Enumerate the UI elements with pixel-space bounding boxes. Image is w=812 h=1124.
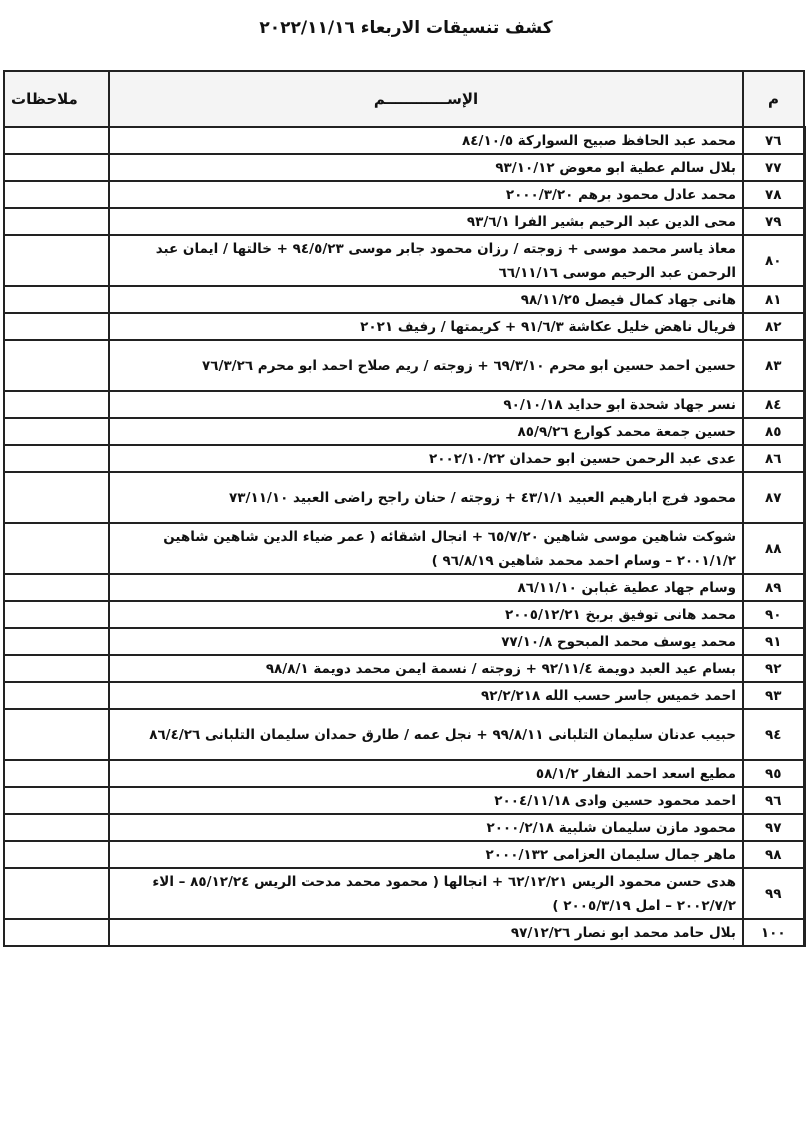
row-number: ٩٦ <box>743 787 804 814</box>
row-notes <box>4 841 109 868</box>
row-notes <box>4 445 109 472</box>
row-notes <box>4 709 109 760</box>
row-name: احمد خميس جاسر حسب الله ٩٢/٢/٢١٨ <box>109 682 743 709</box>
row-name: محمد عبد الحافظ صبيح السواركة ٨٤/١٠/٥ <box>109 127 743 154</box>
row-number: ٧٦ <box>743 127 804 154</box>
table-row <box>4 787 804 814</box>
row-name: محمد هانى توفيق بربخ ٢٠٠٥/١٢/٢١ <box>109 601 743 628</box>
table-row <box>4 682 804 709</box>
row-notes <box>4 868 109 919</box>
row-notes <box>4 235 109 286</box>
row-notes <box>4 628 109 655</box>
row-name: حبيب عدنان سليمان التلبانى ٩٩/٨/١١ + نجل عمه / طارق حمدان سليمان التلبانى ٨٦/٤/٢٦ <box>109 709 743 760</box>
row-number: ٨٤ <box>743 391 804 418</box>
coordination-table <box>3 70 806 947</box>
table-row <box>4 760 804 787</box>
row-number: ٩٣ <box>743 682 804 709</box>
row-number: ٧٧ <box>743 154 804 181</box>
row-number: ٨٦ <box>743 445 804 472</box>
row-number: ٨٥ <box>743 418 804 445</box>
table-row <box>4 181 804 208</box>
table-row <box>4 235 804 286</box>
table-row <box>4 841 804 868</box>
row-number: ٨١ <box>743 286 804 313</box>
table-row <box>4 418 804 445</box>
table-row <box>4 340 804 391</box>
table-row <box>4 709 804 760</box>
row-notes <box>4 208 109 235</box>
row-number: ٨٣ <box>743 340 804 391</box>
table-row <box>4 574 804 601</box>
row-name: محمود مازن سليمان شلبية ٢٠٠٠/٢/١٨ <box>109 814 743 841</box>
row-name: شوكت شاهين موسى شاهين ٦٥/٧/٢٠ + انجال اشقائه ( عمر ضياء الدين شاهين شاهين ٢٠٠١/١/٢ – وسام احمد محمد شاهين ٩٦/٨/١٩ ) <box>109 523 743 574</box>
row-name: فريال ناهض خليل عكاشة ٩١/٦/٣ + كريمتها / رفيف ٢٠٢١ <box>109 313 743 340</box>
row-number: ٩٩ <box>743 868 804 919</box>
row-number: ١٠٠ <box>743 919 804 946</box>
table-row <box>4 286 804 313</box>
table-row <box>4 628 804 655</box>
table-row <box>4 868 804 919</box>
row-name: عدى عبد الرحمن حسين ابو حمدان ٢٠٠٢/١٠/٢٢ <box>109 445 743 472</box>
row-name: محمد عادل محمود برهم ٢٠٠٠/٣/٢٠ <box>109 181 743 208</box>
row-notes <box>4 127 109 154</box>
row-notes <box>4 601 109 628</box>
row-name: هانى جهاد كمال فيصل ٩٨/١١/٢٥ <box>109 286 743 313</box>
row-notes <box>4 682 109 709</box>
row-notes <box>4 181 109 208</box>
row-number: ٨٧ <box>743 472 804 523</box>
table-header-row <box>4 71 804 127</box>
row-number: ٨٢ <box>743 313 804 340</box>
row-notes <box>4 472 109 523</box>
row-name: وسام جهاد عطية غبابن ٨٦/١١/١٠ <box>109 574 743 601</box>
row-name: محمود فرج ابارهيم العبيد ٤٣/١/١ + زوجته / حنان راجح راضى العبيد ٧٣/١١/١٠ <box>109 472 743 523</box>
page-title: كشف تنسيقات الاربعاء ٢٠٢٢/١١/١٦ <box>259 18 553 38</box>
table-row <box>4 814 804 841</box>
row-name: محمد يوسف محمد المبحوح ٧٧/١٠/٨ <box>109 628 743 655</box>
row-name: ماهر جمال سليمان العزامى ٢٠٠٠/١٣٢ <box>109 841 743 868</box>
header-number: م <box>743 71 804 127</box>
table-row <box>4 313 804 340</box>
table-row <box>4 472 804 523</box>
row-number: ٩٠ <box>743 601 804 628</box>
row-notes <box>4 418 109 445</box>
row-notes <box>4 787 109 814</box>
row-number: ٩٨ <box>743 841 804 868</box>
row-name: معاذ ياسر محمد موسى + زوجته / رزان محمود جابر موسى ٩٤/٥/٢٣ + خالتها / ايمان عبد الرحمن عبد الرحيم موسى ٦٦/١١/١٦ <box>109 235 743 286</box>
header-notes: ملاحظات <box>4 71 109 127</box>
row-notes <box>4 313 109 340</box>
row-number: ٩٢ <box>743 655 804 682</box>
row-name: حسين احمد حسين ابو محرم ٦٩/٣/١٠ + زوجته / ريم صلاح احمد ابو محرم ٧٦/٣/٢٦ <box>109 340 743 391</box>
row-notes <box>4 340 109 391</box>
row-notes <box>4 391 109 418</box>
row-number: ٨٩ <box>743 574 804 601</box>
row-number: ٩١ <box>743 628 804 655</box>
table-row <box>4 919 804 946</box>
table-row <box>4 208 804 235</box>
row-notes <box>4 760 109 787</box>
row-name: هدى حسن محمود الريس ٦٢/١٢/٢١ + انجالها ( محمود محمد مدحت الريس ٨٥/١٢/٢٤ – الاء ٢٠٠٢/٧/٢ – امل ٢٠٠٥/٣/١٩ ) <box>109 868 743 919</box>
row-name: احمد محمود حسين وادى ٢٠٠٤/١١/١٨ <box>109 787 743 814</box>
table-row <box>4 391 804 418</box>
row-name: مطيع اسعد احمد النفار ٥٨/١/٢ <box>109 760 743 787</box>
row-notes <box>4 655 109 682</box>
table-row <box>4 127 804 154</box>
table-row <box>4 445 804 472</box>
row-number: ٩٤ <box>743 709 804 760</box>
row-name: بلال حامد محمد ابو نصار ٩٧/١٢/٢٦ <box>109 919 743 946</box>
row-number: ٧٨ <box>743 181 804 208</box>
row-notes <box>4 286 109 313</box>
table-row <box>4 154 804 181</box>
row-notes <box>4 814 109 841</box>
row-notes <box>4 919 109 946</box>
table-row <box>4 523 804 574</box>
row-name: بسام عيد العبد دويمة ٩٢/١١/٤ + زوجته / نسمة ايمن محمد دويمة ٩٨/٨/١ <box>109 655 743 682</box>
row-number: ٩٧ <box>743 814 804 841</box>
table-row <box>4 655 804 682</box>
row-name: بلال سالم عطية ابو معوض ٩٣/١٠/١٢ <box>109 154 743 181</box>
header-name: الإســــــــــــم <box>109 71 743 127</box>
row-notes <box>4 574 109 601</box>
table-row <box>4 601 804 628</box>
row-number: ٨٨ <box>743 523 804 574</box>
row-name: محى الدين عبد الرحيم بشير الفرا ٩٣/٦/١ <box>109 208 743 235</box>
row-number: ٨٠ <box>743 235 804 286</box>
row-notes <box>4 523 109 574</box>
row-notes <box>4 154 109 181</box>
row-name: حسين جمعة محمد كوارع ٨٥/٩/٢٦ <box>109 418 743 445</box>
row-name: نسر جهاد شحدة ابو حدايد ٩٠/١٠/١٨ <box>109 391 743 418</box>
row-number: ٩٥ <box>743 760 804 787</box>
row-number: ٧٩ <box>743 208 804 235</box>
